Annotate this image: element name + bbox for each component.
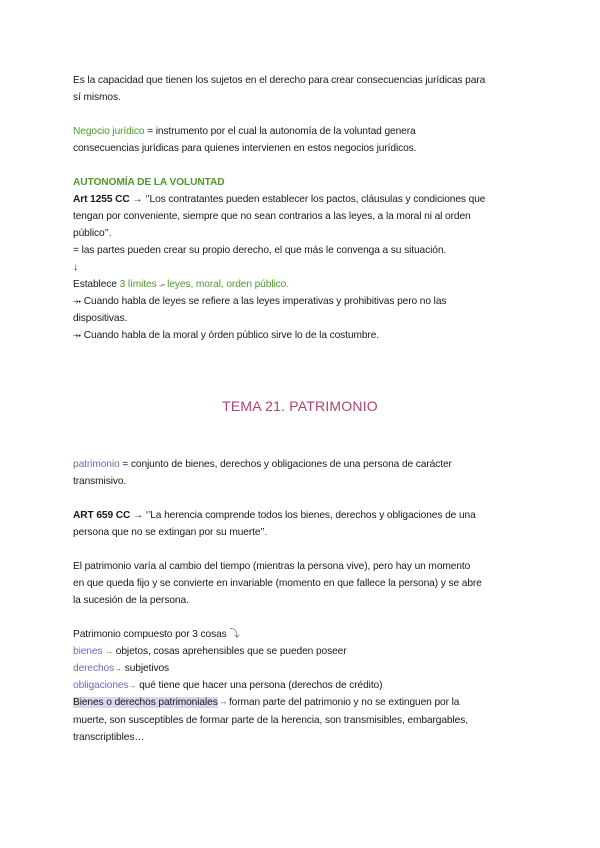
curved-arrow-icon: ⤵	[229, 629, 240, 640]
item-derechos-term: derechos	[73, 663, 115, 674]
intro-paragraph	[73, 72, 533, 106]
varia-line-3: la sucesión de la persona.	[73, 595, 189, 606]
bienes-line-2: muerte, son susceptibles de formar parte de la herencia, son transmisibles, embargables,	[73, 715, 468, 726]
bienes-patrimoniales-term: Bienes o derechos patrimoniales	[73, 697, 218, 708]
bullet-2: ⤞ Cuando habla de la moral y órden público sirve lo de la costumbre.	[73, 330, 380, 341]
establece-label: Establece	[73, 279, 120, 290]
varia-paragraph	[73, 558, 533, 609]
arrow-icon: →	[114, 664, 123, 673]
bienes-line-1: forman parte del patrimonio y no se extinguen por la	[226, 697, 460, 708]
down-arrow-icon: ↓	[73, 262, 78, 273]
item-bienes-term: bienes	[73, 646, 103, 657]
art-659-quote-1: ‘’La herencia comprende todos los bienes, derechos y obligaciones de una	[145, 510, 476, 521]
negocio-term: Negocio jurídico	[73, 126, 145, 137]
varia-line-1: El patrimonio varía al cambio del tiempo (mientras la persona vive), pero hay un momento	[73, 561, 471, 572]
tail-arrow-icon: ↣	[220, 700, 227, 707]
arrow-right: →	[129, 194, 146, 205]
autonomia-heading: AUTONOMÍA DE LA VOLUNTAD	[73, 177, 225, 188]
art-1255-quote-1: ‘’Los contratantes pueden establecer los pactos, cláusulas y condiciones que	[145, 194, 486, 205]
autonomia-section	[73, 174, 533, 344]
art-1255-quote-3: público’’.	[73, 228, 112, 239]
item-bienes-desc: objetos, cosas aprehensibles que se pueden poseer	[113, 646, 347, 657]
patrimonio-def-2: transmisivo.	[73, 476, 127, 487]
compuesto-intro: Patrimonio compuesto por 3 cosas	[73, 629, 227, 640]
arrow-right: →	[130, 510, 146, 521]
equals-line: = las partes pueden crear su propio derecho, el que más le convenga a su situación.	[73, 245, 447, 256]
limits-label: 3 límites	[119, 279, 157, 290]
bullet-1-line-b: dispositivas.	[73, 313, 128, 324]
tema-title: TEMA 21. PATRIMONIO	[222, 398, 378, 414]
negocio-def-2: consecuencias jurídicas para quienes intervienen en estos negocios jurídicos.	[73, 143, 417, 154]
negocio-paragraph	[73, 123, 533, 157]
varia-line-2: en que queda fijo y se convierte en invariable (momento en que fallece la persona) y se abre	[73, 578, 482, 589]
art-659-ref: ART 659 CC	[73, 510, 131, 521]
compuesto-section	[73, 626, 533, 746]
item-obligaciones-desc: qué tiene que hacer una persona (derechos de crédito)	[136, 680, 383, 691]
art-659-quote-2: persona que no se extingan por su muerte’’.	[73, 527, 268, 538]
bullet-1-line-a: ⤞ Cuando habla de leyes se refiere a las leyes imperativas y prohibitivas pero no las	[73, 296, 447, 307]
intro-line-2: sí mismos.	[73, 92, 121, 103]
art-1255-quote-2: tengan por conveniente, siempre que no sean contrarios a las leyes, a la moral ni al orden	[73, 211, 471, 222]
arrow-icon: →	[105, 647, 114, 656]
negocio-def-1: = instrumento por el cual la autonomía de la voluntad genera	[144, 126, 416, 137]
bienes-line-3: transcriptibles…	[73, 732, 145, 743]
limit-items: leyes, moral, orden público.	[167, 279, 289, 290]
art-1255-ref: Art 1255 CC	[73, 194, 130, 205]
art-659-paragraph	[73, 507, 533, 541]
patrimonio-paragraph	[73, 456, 533, 490]
patrimonio-term: patrimonio	[73, 459, 120, 470]
patrimonio-def-1: = conjunto de bienes, derechos y obligaciones de una persona de carácter	[119, 459, 452, 470]
limits-arrow-icon: ⤞	[156, 280, 168, 289]
arrow-icon: →	[128, 681, 137, 690]
item-derechos-desc: subjetivos	[122, 663, 170, 674]
intro-line-1: Es la capacidad que tienen los sujetos en el derecho para crear consecuencias jurídicas para	[73, 75, 486, 86]
item-obligaciones-term: obligaciones	[73, 680, 129, 691]
